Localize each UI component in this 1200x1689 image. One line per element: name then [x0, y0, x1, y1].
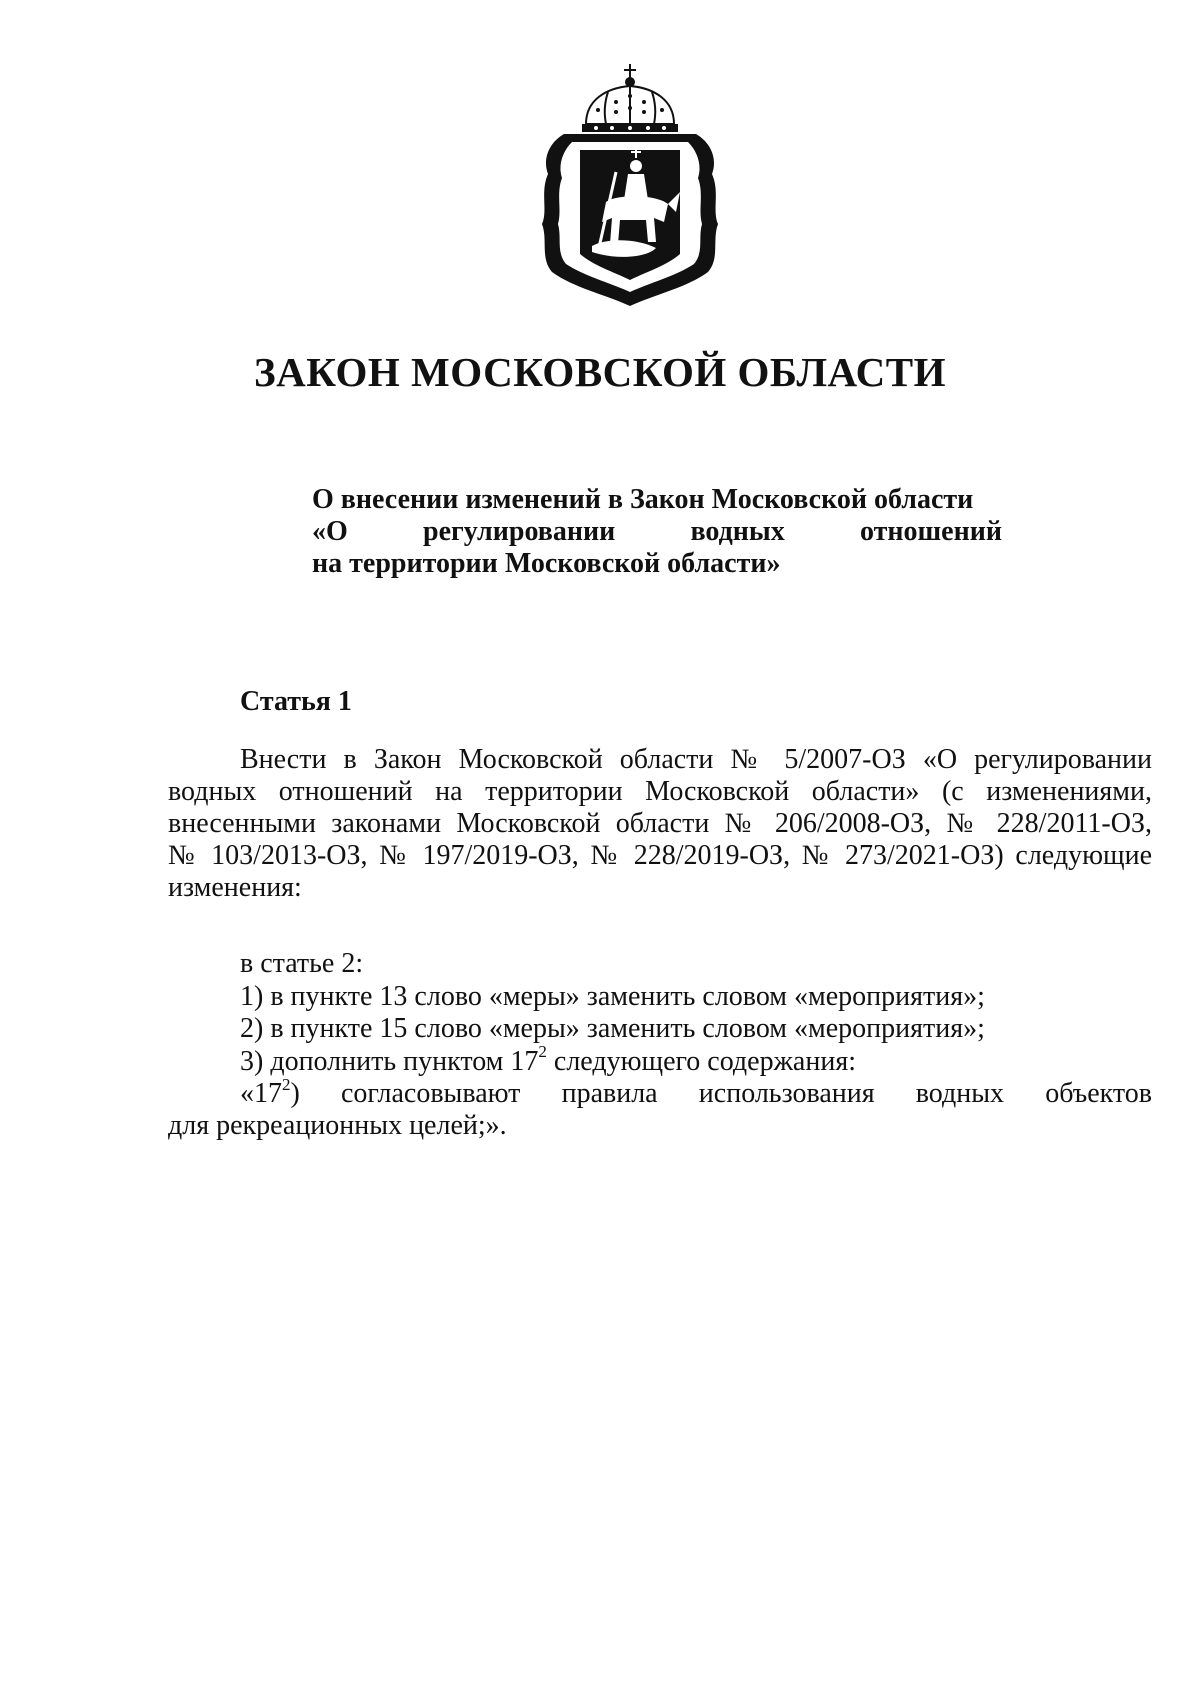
paragraph-line: изменения: — [168, 872, 302, 903]
quote-last-line: для рекреационных целей;». — [168, 1110, 507, 1141]
quote-word: использования — [698, 1078, 875, 1109]
paragraph-line: внесенными законами Московской области № 206/2008-ОЗ, № 228/2011-ОЗ, — [168, 808, 1152, 839]
list-item: в статье 2: — [240, 948, 364, 979]
subtitle-line: О внесении изменений в Закон Московской области — [312, 484, 974, 515]
superscript: 2 — [282, 1074, 291, 1094]
item3-text: 3) дополнить пунктом 17 — [240, 1045, 539, 1077]
quote-close: ) — [290, 1078, 300, 1109]
list-item: 1) в пункте 13 слово «меры» заменить словом «мероприятия»; — [240, 980, 985, 1012]
quote-word: объектов — [1045, 1078, 1152, 1109]
quoted-amendment — [168, 1074, 1152, 1142]
law-subtitle — [312, 484, 1002, 580]
intro-paragraph — [168, 744, 1152, 904]
paragraph-line: № 103/2013-ОЗ, № 197/2019-ОЗ, № 228/2019-ОЗ, № 273/2021-ОЗ) следующие — [168, 840, 1152, 871]
paragraph-line: водных отношений на территории Московской области» (с изменениями, — [168, 776, 1152, 807]
quote-word: правила — [561, 1078, 658, 1109]
amendment-list — [240, 948, 1160, 1078]
list-item: 2) в пункте 15 слово «меры» заменить словом «мероприятия»; — [240, 1013, 985, 1044]
quote-word: согласовывают — [341, 1078, 521, 1109]
quote-word: водных — [915, 1078, 1005, 1109]
quote-first-line — [168, 1074, 1152, 1110]
paragraph-line: Внести в Закон Московской области № 5/2007-ОЗ «О регулировании — [240, 744, 1152, 775]
subtitle-line: на территории Московской области» — [312, 548, 781, 579]
list-item — [240, 1042, 1160, 1079]
coat-of-arms-icon — [536, 62, 724, 308]
quote-open: «17 — [240, 1078, 282, 1109]
law-title: ЗАКОН МОСКОВСКОЙ ОБЛАСТИ — [254, 349, 946, 395]
article-heading: Статья 1 — [240, 686, 352, 717]
quote-number — [240, 1074, 300, 1110]
subtitle-line: «О регулировании водных отношений — [312, 516, 1002, 547]
superscript: 2 — [538, 1042, 547, 1062]
item3-text-end: следующего содержания: — [546, 1045, 856, 1077]
